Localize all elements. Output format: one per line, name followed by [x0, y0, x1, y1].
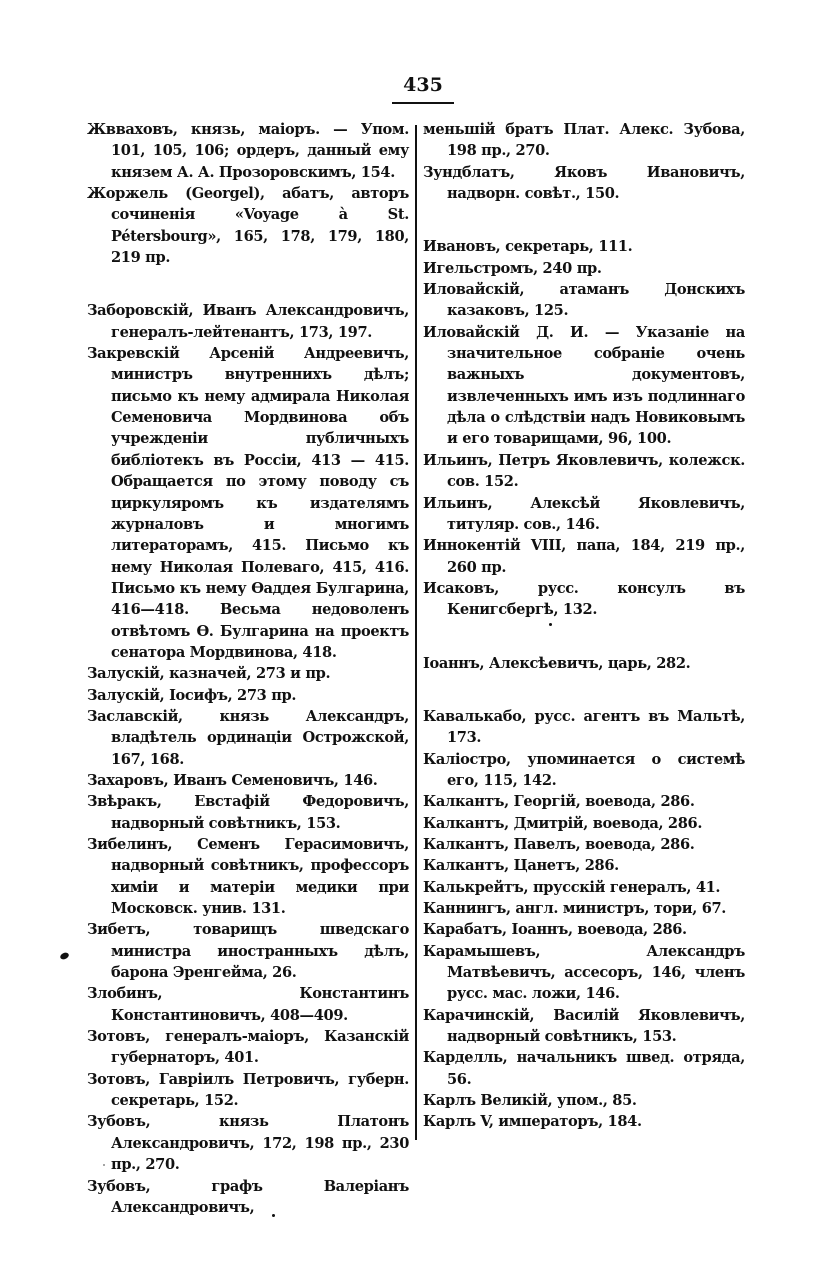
- section-gap: [423, 674, 745, 706]
- stray-dot-mark: [549, 623, 552, 626]
- section-gap: [423, 621, 745, 653]
- index-entry: Зубовъ, князь Платонъ Александровичъ, 172, 198 пр., 230 пр., 270.: [87, 1113, 409, 1174]
- index-entry: Карамышевъ, Александръ Матвѣевичъ, ассесоръ, 146, членъ русс. мас. ложи, 146.: [423, 942, 745, 1003]
- index-entry: Каннингъ, англ. министръ, тори, 67.: [423, 900, 727, 917]
- index-entry: Жоржель (Georgel), абатъ, авторъ сочиненія «Voyage à St. Pétersbourg», 165, 178, 179, 180, 219 пр.: [87, 185, 409, 267]
- index-entry: Зундблатъ, Яковъ Ивановичъ, надворн. совѣт., 150.: [423, 163, 745, 203]
- index-entry: Залускій, Іосифъ, 273 пр.: [87, 686, 297, 704]
- index-entry: Карделль, начальникъ швед. отряда, 56.: [423, 1049, 745, 1088]
- index-entry: Зубовъ, графъ Валеріанъ Александровичъ,: [87, 1177, 409, 1216]
- index-entry: Заборовскій, Иванъ Александровичъ, генералъ-лейтенантъ, 173, 197.: [87, 302, 409, 341]
- index-entry: меньшій братъ Плат. Алекс. Зубова, 198 пр., 270.: [423, 121, 745, 160]
- index-entry: Карлъ Великій, упом., 85.: [423, 1092, 637, 1110]
- index-entry: Карлъ V, императоръ, 184.: [423, 1113, 642, 1131]
- page-number: 435: [403, 74, 443, 96]
- index-entry: Иннокентій VIII, папа, 184, 219 пр., 260 пр.: [423, 537, 745, 576]
- section-gap: [423, 204, 745, 236]
- index-entry: Иловайскій Д. И. — Указаніе на значительное собраніе очень важныхъ документовъ, извлеченныхъ имъ изъ подлиннаго дѣла о слѣдствіи надъ Новиковымъ и его товарищами, 96, 100.: [423, 323, 745, 448]
- index-entry: Калькрейтъ, прусскій генералъ, 41.: [423, 878, 721, 896]
- index-entry: Залускій, казначей, 273 и пр.: [87, 665, 331, 683]
- index-entry: Звѣракъ, Евстафій Федоровичъ, надворный совѣтникъ, 153.: [87, 793, 409, 832]
- index-entry: Захаровъ, Иванъ Семеновичъ, 146.: [87, 771, 378, 789]
- index-entry: Ивановъ, секретарь, 111.: [423, 238, 633, 256]
- index-entry: Жвваховъ, князь, маіоръ. — Упом. 101, 105, 106; ордеръ, данный ему князем А. А. Прозоровскимъ, 154.: [87, 121, 409, 181]
- index-entry: Калкантъ, Цанетъ, 286.: [423, 857, 619, 875]
- right-column: [423, 119, 745, 1133]
- index-entry: Карабатъ, Іоаннъ, воевода, 286.: [423, 921, 687, 939]
- index-entry: Зотовъ, генералъ-маіоръ, Казанскій губернаторъ, 401.: [87, 1028, 409, 1067]
- index-entry: Зотовъ, Гавріилъ Петровичъ, губерн. секретарь, 152.: [87, 1070, 409, 1110]
- index-entry: Калкантъ, Георгій, воевода, 286.: [423, 793, 695, 811]
- column-divider: [415, 125, 417, 1140]
- ink-blot-mark: [59, 951, 70, 960]
- left-column: [87, 119, 409, 1218]
- index-entry: Калкантъ, Дмитрій, воевода, 286.: [423, 814, 703, 832]
- index-entry: Каліостро, упоминается о системѣ его, 115, 142.: [423, 750, 745, 789]
- index-entry: Зибелинъ, Семенъ Герасимовичъ, надворный совѣтникъ, профессоръ химіи и матеріи медики при Московск. унив. 131.: [87, 836, 409, 918]
- stray-dot-mark: [103, 1164, 105, 1166]
- index-entry: Кавалькабо, русс. агентъ въ Мальтѣ, 173.: [423, 707, 745, 747]
- index-entry: Исаковъ, русс. консулъ въ Кенигсбергѣ, 132.: [423, 579, 745, 619]
- index-entry: Иловайскій, атаманъ Донскихъ казаковъ, 125.: [423, 281, 745, 320]
- index-entry: Зибетъ, товарищъ шведскаго министра иностранныхъ дѣлъ, барона Эренгейма, 26.: [87, 921, 409, 982]
- section-gap: [87, 268, 409, 300]
- index-entry: Игельстромъ, 240 пр.: [423, 259, 602, 277]
- stray-dot-mark: [272, 1214, 275, 1217]
- index-entry: Ильинъ, Алексѣй Яковлевичъ, титуляр. сов., 146.: [423, 494, 745, 533]
- index-entry: Ильинъ, Петръ Яковлевичъ, колежск. сов. 152.: [423, 451, 745, 491]
- page-number-rule: [392, 102, 454, 104]
- index-entry: Заславскій, князь Александръ, владѣтель ординаціи Острожской, 167, 168.: [87, 707, 409, 768]
- index-entry: Калкантъ, Павелъ, воевода, 286.: [423, 835, 695, 853]
- index-entry: Карачинскій, Василій Яковлевичъ, надворный совѣтникъ, 153.: [423, 1006, 745, 1046]
- index-entry: Злобинъ, Константинъ Константиновичъ, 408—409.: [87, 985, 409, 1024]
- index-entry: Іоаннъ, Алексѣевичъ, царь, 282.: [423, 654, 691, 672]
- index-entry: Закревскій Арсеній Андреевичъ, министръ внутреннихъ дѣлъ; письмо къ нему адмирала Николая Семеновича Мордвинова объ учрежденіи публичныхъ библіотекъ въ Россіи, 413 — 415. Обращается по этому поводу съ циркуляромъ къ издателямъ журналовъ и многимъ литераторамъ, 415. Письмо къ нему Николая Полеваго, 415, 416. Письмо къ нему Ѳаддея Булгарина, 416—418. Весьма недоволенъ отвѣтомъ Ѳ. Булгарина на проектъ сенатора Мордвинова, 418.: [87, 345, 409, 661]
